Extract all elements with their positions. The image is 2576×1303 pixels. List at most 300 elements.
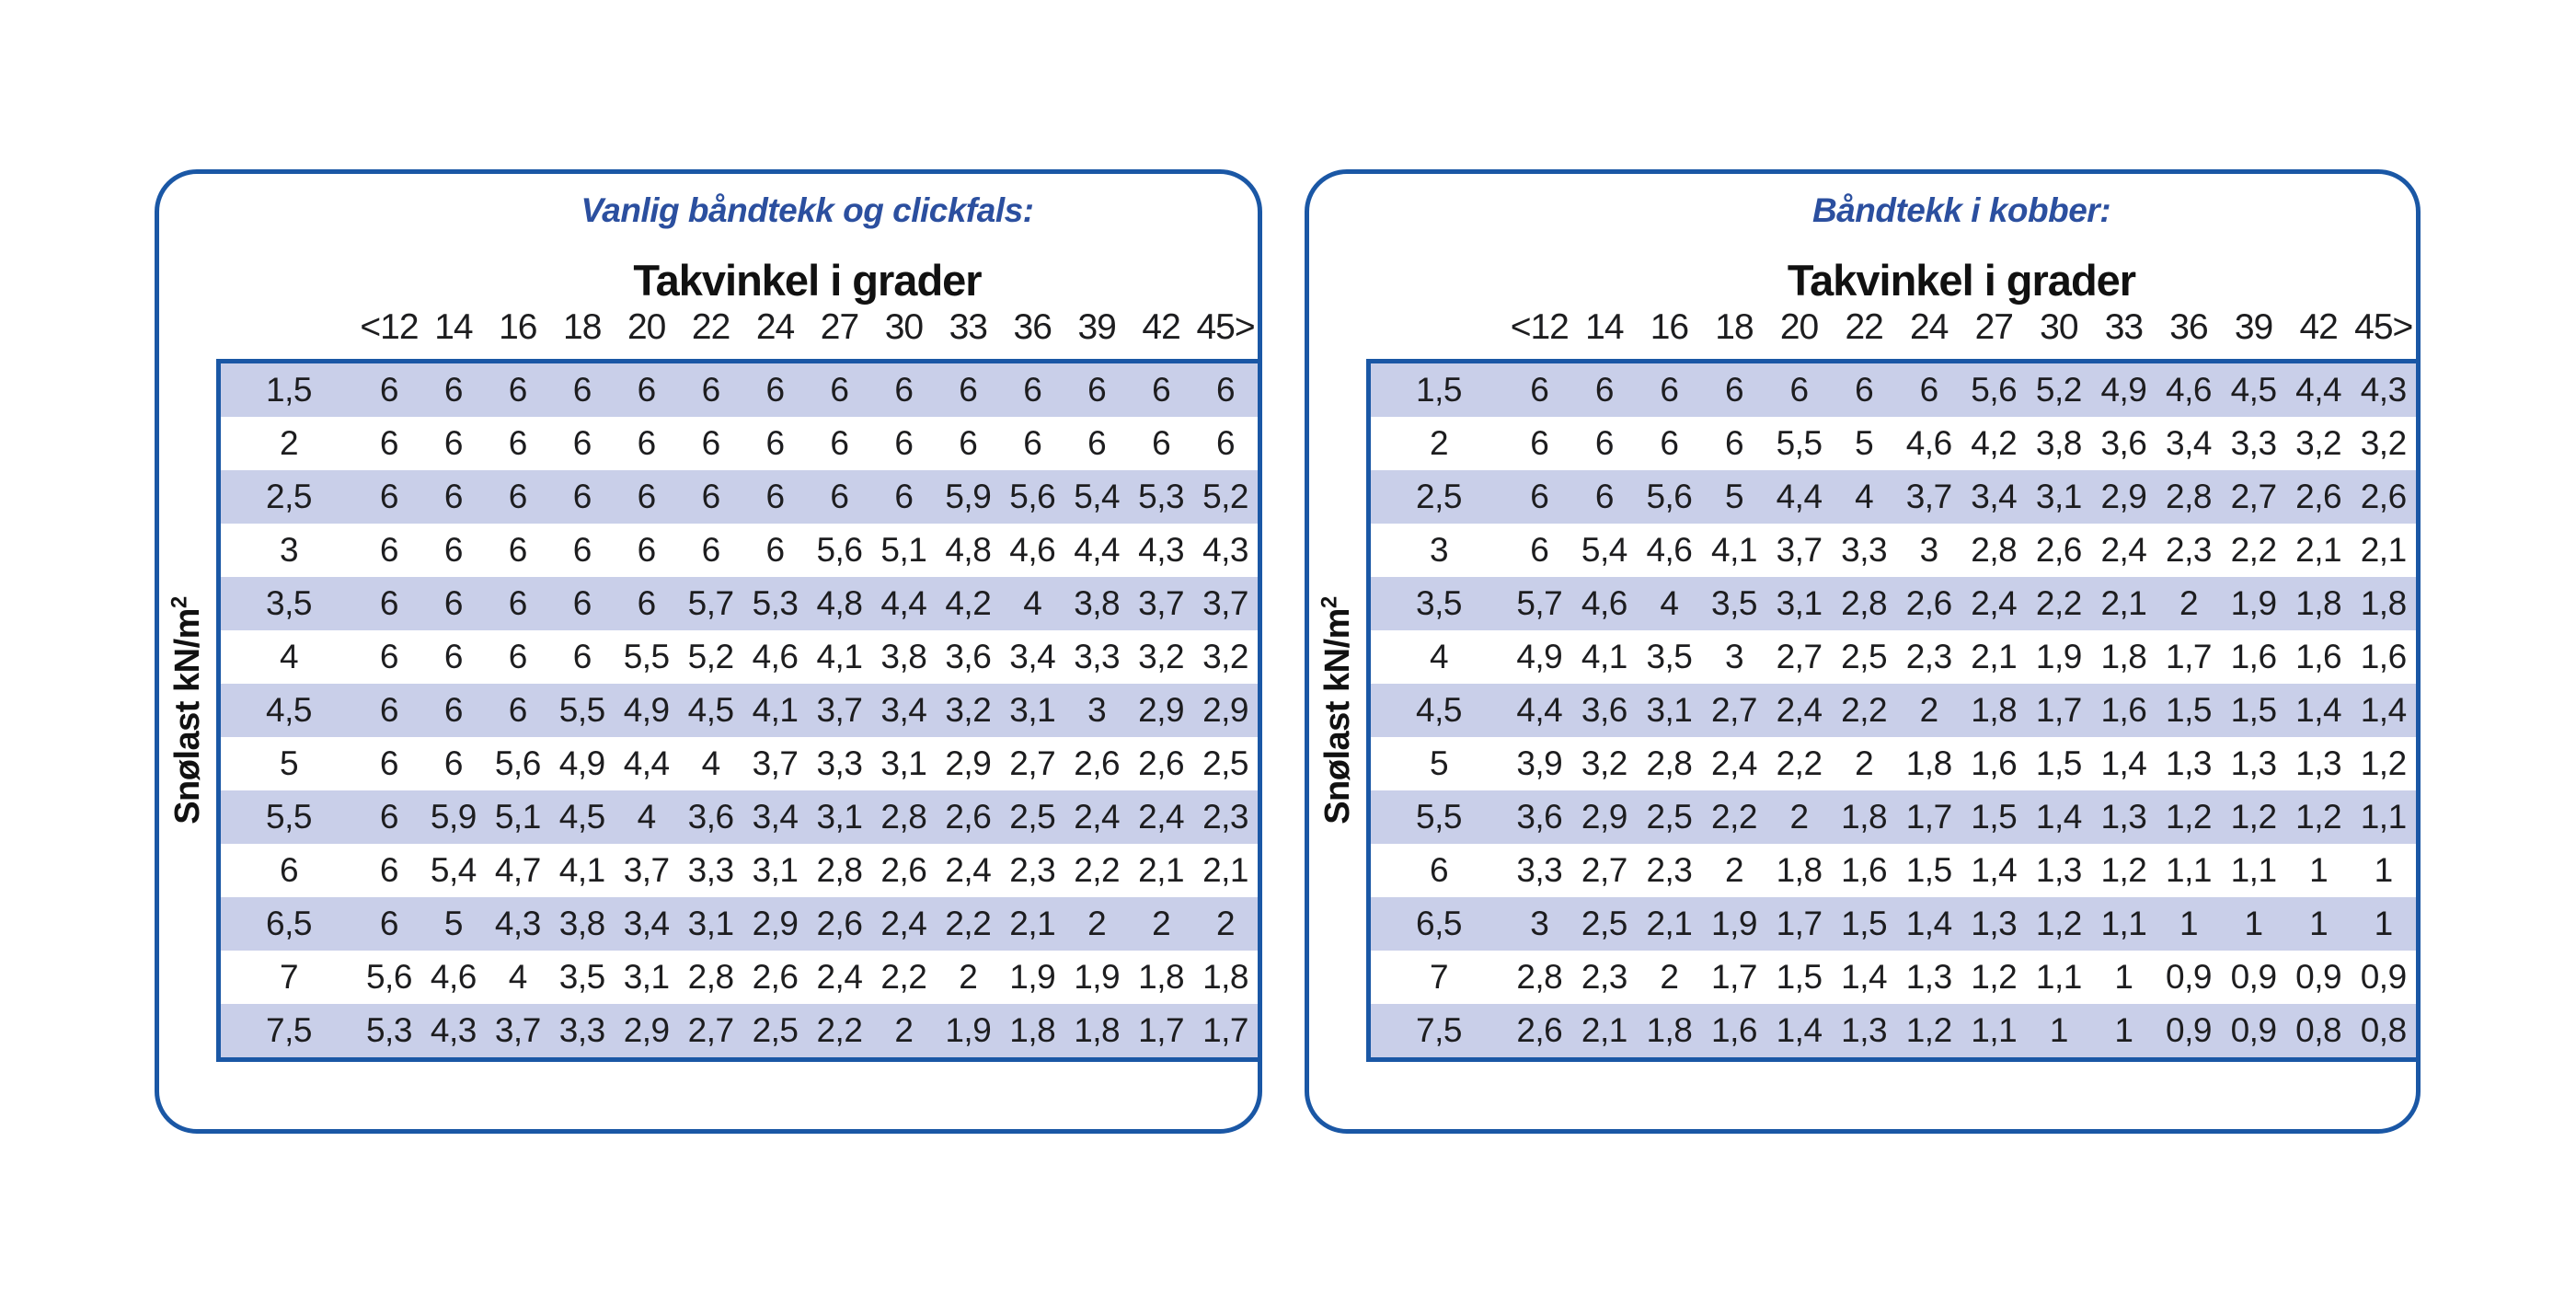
table-cell: 6 bbox=[443, 744, 463, 782]
table-cell: 1,5 bbox=[2035, 744, 2082, 782]
table-cell: 2,2 bbox=[2230, 531, 2277, 569]
table-cell: 1,3 bbox=[1971, 905, 2018, 942]
table-cell: 1 bbox=[2374, 851, 2393, 889]
col-header-cell: 39 bbox=[2234, 307, 2273, 347]
table-cell: 6 bbox=[1855, 371, 1874, 409]
table-cell: 5,6 bbox=[1646, 478, 1693, 515]
table-cell: 1,2 bbox=[2230, 798, 2277, 836]
table-cell: 1,4 bbox=[2100, 744, 2147, 782]
table-cell: 5,7 bbox=[1516, 584, 1563, 622]
table-cell: 1,2 bbox=[2100, 851, 2147, 889]
row-label-cell: 4,5 bbox=[266, 691, 312, 729]
table-cell: 5 bbox=[443, 905, 463, 942]
table-cell: 2,1 bbox=[2100, 584, 2147, 622]
table-cell: 3,4 bbox=[1971, 478, 2018, 515]
table-cell: 2,2 bbox=[2035, 584, 2082, 622]
table-cell: 5,6 bbox=[1971, 371, 2018, 409]
table-cell: 1,9 bbox=[1009, 958, 1056, 996]
card-title: Båndtekk i kobber: bbox=[1811, 191, 2111, 229]
table-cell: 3,7 bbox=[1138, 584, 1185, 622]
table-row bbox=[221, 363, 1258, 417]
table-cell: 1,6 bbox=[1711, 1011, 1757, 1049]
col-header-cell: 24 bbox=[755, 307, 795, 347]
col-header-cell: 14 bbox=[1585, 307, 1624, 347]
table-cell: 2,4 bbox=[2100, 531, 2147, 569]
table-cell: 3,1 bbox=[816, 798, 863, 836]
table-cell: 5,5 bbox=[623, 638, 670, 675]
table-cell: 2,9 bbox=[1138, 691, 1185, 729]
table-cell: 4,8 bbox=[945, 531, 992, 569]
table-cell: 2,8 bbox=[2166, 478, 2212, 515]
table-cell: 2,6 bbox=[752, 958, 799, 996]
y-axis-label-wrap bbox=[1309, 359, 1366, 1062]
table-cell: 2,4 bbox=[1776, 691, 1823, 729]
table-row bbox=[1371, 737, 2416, 790]
table-cell: 4,9 bbox=[2100, 371, 2147, 409]
table-row bbox=[221, 684, 1258, 737]
table-cell: 1,5 bbox=[1905, 851, 1952, 889]
table-cell: 3,7 bbox=[623, 851, 670, 889]
table-cell: 5,9 bbox=[430, 798, 477, 836]
row-label-cell: 7,5 bbox=[1416, 1011, 1462, 1049]
table-cell: 6 bbox=[443, 478, 463, 515]
col-header-cell: 16 bbox=[499, 307, 537, 347]
table-cell: 4,6 bbox=[1581, 584, 1627, 622]
table-cell: 3,2 bbox=[2360, 424, 2407, 462]
column-header-row bbox=[221, 307, 1258, 348]
col-header-cell: 22 bbox=[1845, 307, 1883, 347]
col-header-cell: 22 bbox=[691, 307, 730, 347]
table-cell: 2,1 bbox=[2295, 531, 2342, 569]
table-cell: 6 bbox=[572, 424, 592, 462]
row-label-cell: 5,5 bbox=[266, 798, 312, 836]
col-header-cell: 27 bbox=[820, 307, 859, 347]
table-cell: 2 bbox=[1152, 905, 1171, 942]
table-cell: 1,1 bbox=[2100, 905, 2147, 942]
table-cell: 4,4 bbox=[2295, 371, 2342, 409]
table-cell: 6 bbox=[765, 424, 785, 462]
table-cell: 6 bbox=[379, 371, 398, 409]
table-cell: 4,5 bbox=[558, 798, 605, 836]
table-cell: 1,4 bbox=[2360, 691, 2407, 729]
table-cell: 2,6 bbox=[2360, 478, 2407, 515]
table-row bbox=[1371, 897, 2416, 951]
table-cell: 6 bbox=[443, 424, 463, 462]
table-cell: 6 bbox=[1660, 424, 1679, 462]
table-cell: 3,6 bbox=[687, 798, 734, 836]
table-cell: 3,7 bbox=[1905, 478, 1952, 515]
table-row bbox=[1371, 684, 2416, 737]
row-label-cell: 2 bbox=[279, 424, 299, 462]
table-cell: 2,3 bbox=[1905, 638, 1952, 675]
table-cell: 4 bbox=[1855, 478, 1874, 515]
table-cell: 2,6 bbox=[945, 798, 992, 836]
table-cell: 3,1 bbox=[687, 905, 734, 942]
table-cell: 2,7 bbox=[687, 1011, 734, 1049]
table-cell: 4,1 bbox=[752, 691, 799, 729]
table-cell: 6 bbox=[572, 531, 592, 569]
table-cell: 3,2 bbox=[2295, 424, 2342, 462]
table-row bbox=[1371, 577, 2416, 630]
table-cell: 2,5 bbox=[1646, 798, 1693, 836]
table-cell: 4,3 bbox=[494, 905, 541, 942]
table-cell: 2,8 bbox=[1971, 531, 2018, 569]
table-cell: 3,3 bbox=[1516, 851, 1563, 889]
table-cell: 6 bbox=[765, 531, 785, 569]
table-cell: 3 bbox=[1087, 691, 1107, 729]
row-label-cell: 6,5 bbox=[266, 905, 312, 942]
table-cell: 1,8 bbox=[1009, 1011, 1056, 1049]
table-cell: 1,8 bbox=[2360, 584, 2407, 622]
table-cell: 2,4 bbox=[816, 958, 863, 996]
table-cell: 6 bbox=[1594, 478, 1614, 515]
row-label-cell: 2 bbox=[1429, 424, 1449, 462]
table-cell: 5,7 bbox=[687, 584, 734, 622]
table-cell: 3,3 bbox=[1074, 638, 1121, 675]
table-cell: 6 bbox=[572, 371, 592, 409]
table-row bbox=[221, 1004, 1258, 1057]
table-row bbox=[221, 524, 1258, 577]
table-cell: 1,6 bbox=[2100, 691, 2147, 729]
table-cell: 2 bbox=[1087, 905, 1107, 942]
table-cell: 2,8 bbox=[880, 798, 927, 836]
table-cell: 2 bbox=[1855, 744, 1874, 782]
table-cell: 3,7 bbox=[1202, 584, 1248, 622]
table-cell: 6 bbox=[894, 424, 914, 462]
table-cell: 3,8 bbox=[880, 638, 927, 675]
table-cell: 4,9 bbox=[1516, 638, 1563, 675]
table-cell: 6 bbox=[1660, 371, 1679, 409]
table-cell: 1,6 bbox=[2295, 638, 2342, 675]
table-row bbox=[221, 630, 1258, 684]
table-cell: 5,1 bbox=[494, 798, 541, 836]
col-header-cell: 30 bbox=[884, 307, 924, 347]
card-title: Vanlig båndtekk og clickfals: bbox=[581, 191, 1034, 229]
table-cell: 1,6 bbox=[2230, 638, 2277, 675]
table-cell: 1,2 bbox=[2166, 798, 2212, 836]
table-cell: 1,5 bbox=[1776, 958, 1823, 996]
table-cell: 6 bbox=[1215, 424, 1236, 462]
table-cell: 4,4 bbox=[1776, 478, 1823, 515]
table-cell: 6 bbox=[1530, 531, 1549, 569]
table-cell: 6 bbox=[1530, 371, 1549, 409]
table-cell: 3,6 bbox=[945, 638, 992, 675]
table-row bbox=[1371, 470, 2416, 524]
y-axis-label-wrap bbox=[159, 359, 216, 1062]
table-cell: 3,2 bbox=[1202, 638, 1248, 675]
table-cell: 2,3 bbox=[1646, 851, 1693, 889]
table-cell: 1,9 bbox=[2230, 584, 2277, 622]
table-cell: 1,3 bbox=[2100, 798, 2147, 836]
row-label-cell: 4 bbox=[1429, 638, 1449, 675]
row-label-cell: 5,5 bbox=[1416, 798, 1462, 836]
table-cell: 3,9 bbox=[1516, 744, 1563, 782]
table-cell: 1,3 bbox=[2295, 744, 2342, 782]
table-cell: 1,7 bbox=[2035, 691, 2082, 729]
row-label-cell: 5 bbox=[1429, 744, 1449, 782]
row-label-cell: 2,5 bbox=[266, 478, 312, 515]
table-cell: 4,5 bbox=[2230, 371, 2277, 409]
table-row bbox=[1371, 844, 2416, 897]
table-cell: 4,4 bbox=[623, 744, 670, 782]
table-cell: 2,5 bbox=[1841, 638, 1888, 675]
table-cell: 6 bbox=[443, 691, 463, 729]
table-cell: 6 bbox=[572, 478, 592, 515]
row-label-cell: 4,5 bbox=[1416, 691, 1462, 729]
table-cell: 0,9 bbox=[2166, 1011, 2212, 1049]
table-cell: 3 bbox=[1919, 531, 1938, 569]
table-cell: 2 bbox=[1215, 905, 1236, 942]
table-row bbox=[221, 951, 1258, 1004]
table-cell: 4,4 bbox=[880, 584, 927, 622]
table-row bbox=[221, 577, 1258, 630]
table-cell: 6 bbox=[765, 371, 785, 409]
table-cell: 4,9 bbox=[623, 691, 670, 729]
row-label-cell: 3 bbox=[279, 531, 299, 569]
table-cell: 1,8 bbox=[1776, 851, 1823, 889]
table-cell: 1,7 bbox=[1711, 958, 1757, 996]
table-cell: 6 bbox=[572, 584, 592, 622]
table-cell: 6 bbox=[1023, 371, 1042, 409]
col-header-cell: 36 bbox=[2169, 307, 2208, 347]
table-cell: 6 bbox=[637, 584, 656, 622]
table-cell: 2,9 bbox=[623, 1011, 670, 1049]
table-cell: 1 bbox=[2179, 905, 2199, 942]
table-cell: 1,4 bbox=[1905, 905, 1952, 942]
table-cell: 1,6 bbox=[2360, 638, 2407, 675]
table-cell: 6 bbox=[508, 638, 527, 675]
table-cell: 2,6 bbox=[2035, 531, 2082, 569]
table-cell: 6 bbox=[959, 371, 978, 409]
col-header-cell: 42 bbox=[2299, 307, 2338, 347]
table-cell: 2,6 bbox=[1516, 1011, 1563, 1049]
table-cell: 6 bbox=[637, 531, 656, 569]
table-cell: 3,4 bbox=[1009, 638, 1056, 675]
table-cell: 6 bbox=[1087, 424, 1107, 462]
table-cell: 4 bbox=[1660, 584, 1679, 622]
table-cell: 1,6 bbox=[1971, 744, 2018, 782]
table-row bbox=[221, 844, 1258, 897]
table-cell: 4 bbox=[508, 958, 527, 996]
table-cell: 5 bbox=[1724, 478, 1744, 515]
table-cell: 6 bbox=[701, 478, 720, 515]
table-cell: 5,6 bbox=[1009, 478, 1056, 515]
table-cell: 0,9 bbox=[2360, 958, 2407, 996]
table-cell: 1,1 bbox=[2166, 851, 2212, 889]
table-cell: 0,9 bbox=[2295, 958, 2342, 996]
table-cell: 1,9 bbox=[1074, 958, 1121, 996]
table-cell: 1,3 bbox=[1905, 958, 1952, 996]
table-cell: 4,8 bbox=[816, 584, 863, 622]
table-cell: 6 bbox=[508, 531, 527, 569]
table-cell: 2,4 bbox=[1711, 744, 1757, 782]
table-cell: 2,2 bbox=[880, 958, 927, 996]
col-header-cell: 18 bbox=[563, 307, 602, 347]
table-row bbox=[1371, 790, 2416, 844]
table-cell: 4,3 bbox=[1138, 531, 1185, 569]
snow-load-table bbox=[216, 359, 1258, 1062]
table-cell: 3,3 bbox=[2230, 424, 2277, 462]
table-cell: 6 bbox=[1215, 371, 1236, 409]
table-cell: 2,2 bbox=[1074, 851, 1121, 889]
table-cell: 6 bbox=[508, 478, 527, 515]
table-cell: 3,1 bbox=[1646, 691, 1693, 729]
table-cell: 6 bbox=[1724, 424, 1744, 462]
table-cell: 1,9 bbox=[945, 1011, 992, 1049]
table-cell: 1,8 bbox=[1202, 958, 1248, 996]
table-cell: 1,3 bbox=[2230, 744, 2277, 782]
table-cell: 6 bbox=[1087, 371, 1107, 409]
table-cell: 6 bbox=[379, 905, 398, 942]
col-header-cell: 30 bbox=[2040, 307, 2078, 347]
table-cell: 1,1 bbox=[2360, 798, 2407, 836]
table-cell: 5,9 bbox=[945, 478, 992, 515]
table-cell: 1,7 bbox=[1905, 798, 1952, 836]
table-cell: 5,3 bbox=[1138, 478, 1185, 515]
table-cell: 1,9 bbox=[2035, 638, 2082, 675]
table-cell: 2,2 bbox=[945, 905, 992, 942]
table-cell: 3,4 bbox=[752, 798, 799, 836]
table-cell: 6 bbox=[830, 424, 849, 462]
table-cell: 5,2 bbox=[2035, 371, 2082, 409]
table-cell: 1,7 bbox=[1776, 905, 1823, 942]
table-cell: 3,4 bbox=[623, 905, 670, 942]
table-cell: 4 bbox=[701, 744, 720, 782]
table-cell: 0,8 bbox=[2360, 1011, 2407, 1049]
table-cell: 6 bbox=[508, 691, 527, 729]
table-cell: 6 bbox=[379, 531, 398, 569]
table-cell: 5,2 bbox=[687, 638, 734, 675]
table-cell: 3,7 bbox=[752, 744, 799, 782]
table-cell: 2,4 bbox=[945, 851, 992, 889]
table-cell: 4,3 bbox=[2360, 371, 2407, 409]
col-header-cell: 45> bbox=[1196, 307, 1255, 347]
table-cell: 2,7 bbox=[1581, 851, 1627, 889]
table-cell: 2,6 bbox=[1138, 744, 1185, 782]
table-cell: 2,2 bbox=[1841, 691, 1888, 729]
table-cell: 6 bbox=[1594, 371, 1614, 409]
table-cell: 2 bbox=[959, 958, 978, 996]
table-cell: 2,4 bbox=[1074, 798, 1121, 836]
table-cell: 3,5 bbox=[558, 958, 605, 996]
table-cell: 6 bbox=[1789, 371, 1809, 409]
table-cell: 5,6 bbox=[494, 744, 541, 782]
table-cell: 2,9 bbox=[945, 744, 992, 782]
table-cell: 3,5 bbox=[1711, 584, 1757, 622]
table-cell: 2,7 bbox=[1009, 744, 1056, 782]
table-cell: 2,4 bbox=[880, 905, 927, 942]
table-cell: 3 bbox=[1530, 905, 1549, 942]
table-cell: 1,7 bbox=[1138, 1011, 1185, 1049]
table-cell: 2,1 bbox=[1202, 851, 1248, 889]
table-card-bandtekk-kobber bbox=[1305, 169, 2421, 1134]
table-cell: 5 bbox=[1855, 424, 1874, 462]
table-cell: 1,1 bbox=[2230, 851, 2277, 889]
table-cell: 2,9 bbox=[752, 905, 799, 942]
table-cell: 1,8 bbox=[1971, 691, 2018, 729]
roof-angle-heading: Takvinkel i grader bbox=[1787, 256, 2136, 305]
row-label-cell: 7 bbox=[1429, 958, 1449, 996]
table-cell: 2,2 bbox=[1711, 798, 1757, 836]
table-cell: 1,4 bbox=[2295, 691, 2342, 729]
col-header-cell: 24 bbox=[1910, 307, 1949, 347]
table-cell: 5,5 bbox=[558, 691, 605, 729]
snow-load-axis-label: Snølast $kN/m^2$ bbox=[1317, 596, 1357, 824]
table-cell: 5,4 bbox=[1581, 531, 1627, 569]
table-cell: 4,2 bbox=[945, 584, 992, 622]
table-cell: 1,2 bbox=[2295, 798, 2342, 836]
row-label-cell: 3 bbox=[1429, 531, 1449, 569]
table-cell: 1,2 bbox=[1971, 958, 2018, 996]
table-cell: 2 bbox=[2179, 584, 2199, 622]
table-cell: 0,8 bbox=[2295, 1011, 2342, 1049]
table-cell: 4 bbox=[1023, 584, 1042, 622]
table-cell: 1,7 bbox=[2166, 638, 2212, 675]
roof-angle-heading: Takvinkel i grader bbox=[633, 256, 982, 305]
table-cell: 1,5 bbox=[1841, 905, 1888, 942]
table-cell: 3,3 bbox=[558, 1011, 605, 1049]
table-cell: 2,8 bbox=[816, 851, 863, 889]
table-card-vanlig-bandtekk bbox=[155, 169, 1262, 1134]
table-cell: 6 bbox=[443, 638, 463, 675]
table-cell: 3,1 bbox=[752, 851, 799, 889]
table-cell: 3,6 bbox=[1516, 798, 1563, 836]
table-cell: 6 bbox=[701, 531, 720, 569]
table-cell: 1 bbox=[2309, 905, 2329, 942]
table-cell: 6 bbox=[508, 424, 527, 462]
table-cell: 6 bbox=[508, 584, 527, 622]
table-cell: 4,6 bbox=[430, 958, 477, 996]
table-cell: 1,2 bbox=[2035, 905, 2082, 942]
table-cell: 0,9 bbox=[2230, 958, 2277, 996]
table-cell: 2 bbox=[1789, 798, 1809, 836]
table-cell: 3,1 bbox=[2035, 478, 2082, 515]
table-cell: 1,3 bbox=[2035, 851, 2082, 889]
table-cell: 1,4 bbox=[1971, 851, 2018, 889]
table-cell: 3,6 bbox=[1581, 691, 1627, 729]
table-cell: 4,1 bbox=[558, 851, 605, 889]
table-cell: 4,6 bbox=[2166, 371, 2212, 409]
table-cell: 6 bbox=[1724, 371, 1744, 409]
table-cell: 6 bbox=[1152, 424, 1171, 462]
table-cell: 6 bbox=[701, 424, 720, 462]
col-header-cell: 20 bbox=[1779, 307, 1819, 347]
table-cell: 3,8 bbox=[2035, 424, 2082, 462]
table-cell: 4,1 bbox=[1711, 531, 1757, 569]
table-cell: 1,4 bbox=[1841, 958, 1888, 996]
table-cell: 3,7 bbox=[1776, 531, 1823, 569]
table-cell: 2,7 bbox=[1776, 638, 1823, 675]
table-cell: 6 bbox=[765, 478, 785, 515]
table-cell: 4,6 bbox=[1646, 531, 1693, 569]
table-cell: 1,9 bbox=[1711, 905, 1757, 942]
table-cell: 4,7 bbox=[494, 851, 541, 889]
table-cell: 4,4 bbox=[1074, 531, 1121, 569]
row-label-cell: 1,5 bbox=[266, 371, 312, 409]
table-cell: 3,1 bbox=[1776, 584, 1823, 622]
table-row bbox=[221, 470, 1258, 524]
row-label-cell: 7,5 bbox=[266, 1011, 312, 1049]
table-cell: 2,9 bbox=[1581, 798, 1627, 836]
table-cell: 2,7 bbox=[2230, 478, 2277, 515]
table-cell: 6 bbox=[959, 424, 978, 462]
table-cell: 2,2 bbox=[816, 1011, 863, 1049]
table-cell: 1,5 bbox=[2230, 691, 2277, 729]
table-cell: 1,7 bbox=[1202, 1011, 1248, 1049]
table-cell: 2,1 bbox=[1971, 638, 2018, 675]
table-row bbox=[221, 737, 1258, 790]
table-cell: 6 bbox=[701, 371, 720, 409]
